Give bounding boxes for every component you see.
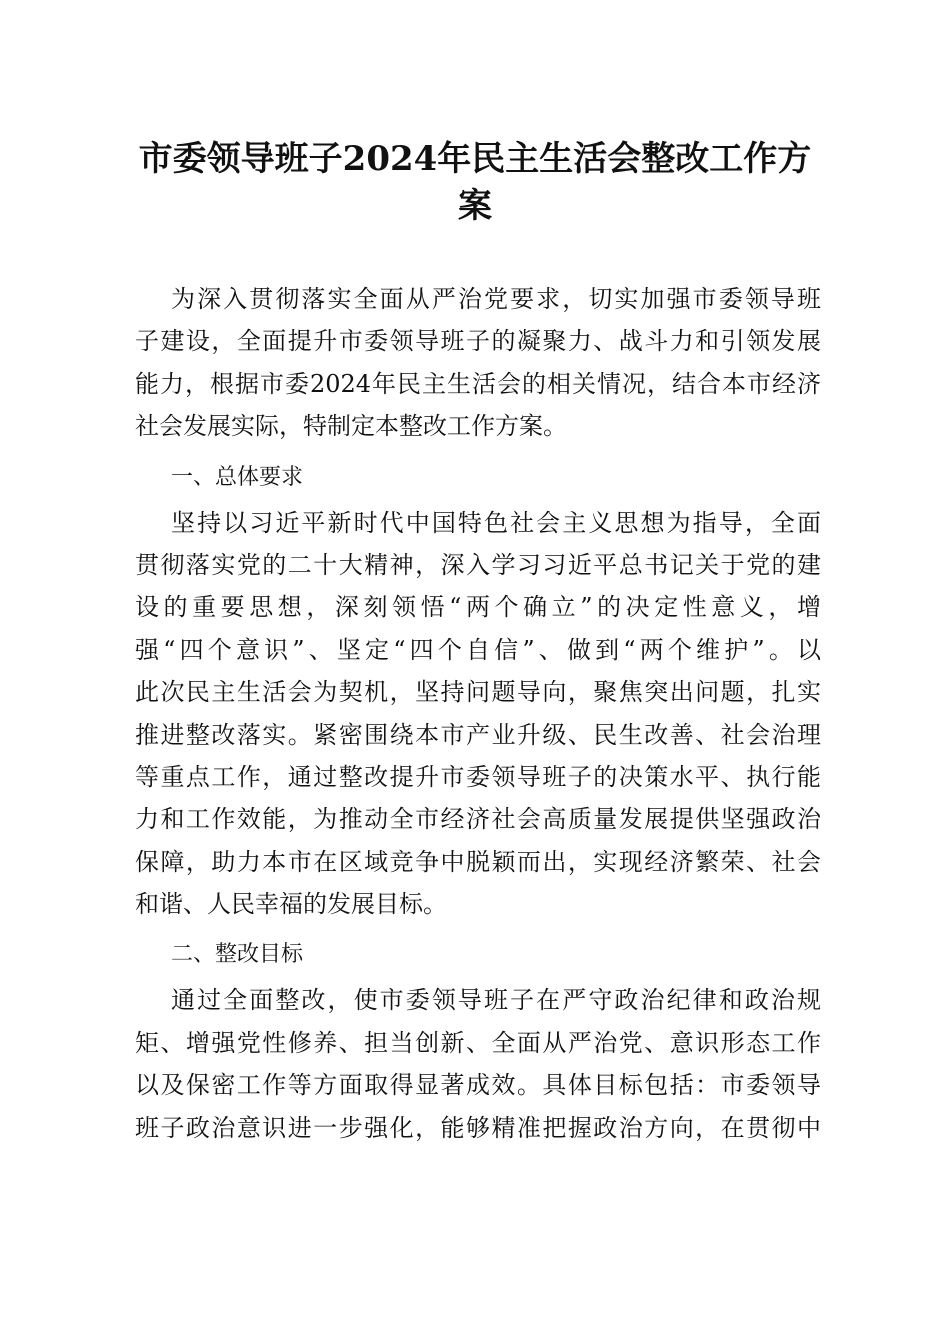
paragraph-line: 为深入贯彻落实全面从严治党要求，切实加强市委领导班 (171, 285, 821, 313)
paragraph-line: 子建设，全面提升市委领导班子的凝聚力、战斗力和引领发展 (135, 327, 821, 356)
paragraph-line: 和谐、人民幸福的发展目标。 (135, 890, 447, 919)
paragraph-line: 力和工作效能，为推动全市经济社会高质量发展提供坚强政治 (135, 805, 821, 834)
section-heading: 一、总体要求 (171, 464, 304, 490)
paragraph-line: 社会发展实际，特制定本整改工作方案。 (135, 412, 567, 441)
paragraph-line: 班子政治意识进一步强化，能够精准把握政治方向，在贯彻中 (135, 1113, 821, 1142)
document-body (135, 278, 821, 1149)
section-heading: 二、整改目标 (171, 942, 304, 968)
paragraph-line: 坚持以习近平新时代中国特色社会主义思想为指导，全面 (171, 508, 821, 537)
paragraph-line: 设的重要思想，深刻领悟“两个确立”的决定性意义，增 (135, 593, 821, 622)
paragraph-line: 此次民主生活会为契机，坚持问题导向，聚焦突出问题，扎实 (135, 678, 821, 707)
paragraph-line: 贯彻落实党的二十大精神，深入学习习近平总书记关于党的建 (135, 550, 821, 579)
paragraph-line: 保障，助力本市在区域竞争中脱颖而出，实现经济繁荣、社会 (135, 847, 821, 876)
paragraph-line: 以及保密工作等方面取得显著成效。具体目标包括：市委领导 (135, 1071, 821, 1100)
paragraph-line: 能力，根据市委2024年民主生活会的相关情况，结合本市经济 (135, 369, 821, 398)
paragraph-line: 矩、增强党性修养、担当创新、全面从严治党、意识形态工作 (135, 1028, 821, 1057)
paragraph-line: 推进整改落实。紧密围绕本市产业升级、民生改善、社会治理 (135, 720, 821, 749)
paragraph (135, 979, 821, 1149)
paragraph-line: 强“四个意识”、坚定“四个自信”、做到“两个维护”。以 (135, 635, 821, 664)
paragraph (135, 502, 821, 926)
title-line: 市委领导班子2024年民主生活会整改工作方 (138, 139, 812, 179)
paragraph-line: 等重点工作，通过整改提升市委领导班子的决策水平、执行能 (135, 762, 821, 791)
title-line: 案 (458, 186, 492, 226)
paragraph (135, 278, 821, 448)
document-title (100, 136, 850, 230)
paragraph-line: 通过全面整改，使市委领导班子在严守政治纪律和政治规 (171, 986, 821, 1015)
